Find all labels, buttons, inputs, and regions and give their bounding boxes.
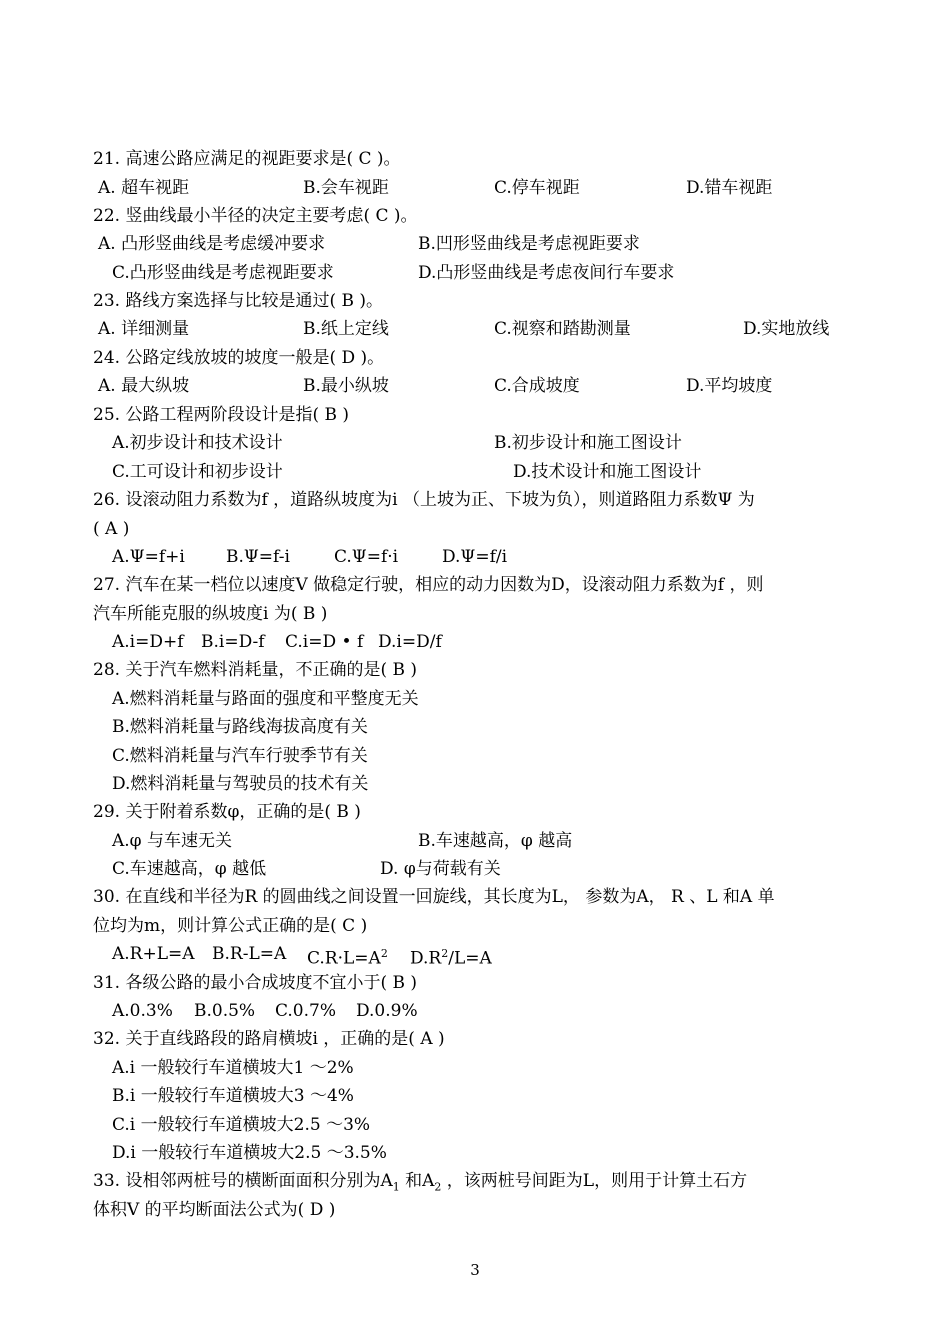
question-30-stem-line2: 位均为m，则计算公式正确的是( C ) bbox=[93, 916, 368, 936]
question-23-option-a: A. 详细测量 bbox=[98, 319, 190, 339]
question-24-option-c: C.合成坡度 bbox=[494, 376, 580, 396]
question-27-option-d: D.i=D/f bbox=[378, 632, 442, 652]
question-28-option-b: B.燃料消耗量与路线海拔高度有关 bbox=[112, 717, 368, 737]
question-32-option-d: D.i 一般较行车道横坡大2.5 ～3.5% bbox=[112, 1143, 387, 1163]
subscript-2: 2 bbox=[434, 1180, 442, 1194]
question-23-stem: 23. 路线方案选择与比较是通过( B )。 bbox=[93, 291, 384, 311]
question-21-stem: 21. 高速公路应满足的视距要求是( C )。 bbox=[93, 149, 401, 169]
question-32-option-b: B.i 一般较行车道横坡大3 ～4% bbox=[112, 1086, 354, 1106]
question-22-option-c: C.凸形竖曲线是考虑视距要求 bbox=[112, 263, 334, 283]
question-29-option-c: C.车速越高，φ 越低 bbox=[112, 859, 267, 879]
question-28-option-a: A.燃料消耗量与路面的强度和平整度无关 bbox=[112, 689, 419, 709]
question-25-option-b: B.初步设计和施工图设计 bbox=[494, 433, 682, 453]
question-29-option-d: D. φ与荷载有关 bbox=[380, 859, 501, 879]
question-27-stem-line1: 27. 汽车在某一档位以速度V 做稳定行驶，相应的动力因数为D，设滚动阻力系数为f ，则 bbox=[93, 575, 764, 595]
question-27-option-b: B.i=D-f bbox=[201, 632, 265, 652]
question-32-option-c: C.i 一般较行车道横坡大2.5 ～3% bbox=[112, 1115, 371, 1135]
question-27-option-a: A.i=D+f bbox=[112, 632, 184, 652]
question-21-option-c: C.停车视距 bbox=[494, 178, 580, 198]
question-26-option-d: D.Ψ=f/i bbox=[442, 547, 508, 567]
question-22-option-d: D.凸形竖曲线是考虑夜间行车要求 bbox=[418, 263, 675, 283]
question-26-option-b: B.Ψ=f-i bbox=[226, 547, 290, 567]
question-33-stem-line1: 33. 设相邻两桩号的横断面面积分别为$A_1$ 和$A_2$ ，该两桩号间距为L，则用于计算土石方 bbox=[93, 1171, 748, 1194]
superscript-2: 2 bbox=[380, 947, 388, 960]
question-33-stem-line2: 体积V 的平均断面法公式为( D ) bbox=[93, 1200, 336, 1220]
question-24-option-a: A. 最大纵坡 bbox=[98, 376, 190, 396]
question-25-option-d: D.技术设计和施工图设计 bbox=[513, 462, 702, 482]
question-30-option-b: B.R-L=A bbox=[212, 944, 287, 964]
question-30-option-d: $D.R^2/L=A$ bbox=[410, 947, 492, 969]
question-24-option-d: D.平均坡度 bbox=[686, 376, 773, 396]
question-25-option-a: A.初步设计和技术设计 bbox=[112, 433, 283, 453]
question-24-option-b: B.最小纵坡 bbox=[303, 376, 389, 396]
question-32-option-a: A.i 一般较行车道横坡大1 ～2% bbox=[112, 1058, 354, 1078]
question-27-option-c: C.i=D • f bbox=[285, 632, 364, 652]
question-22-stem: 22. 竖曲线最小半径的决定主要考虑( C )。 bbox=[93, 206, 418, 226]
question-28-option-c: C.燃料消耗量与汽车行驶季节有关 bbox=[112, 746, 368, 766]
question-23-option-c: C.视察和踏勘测量 bbox=[494, 319, 631, 339]
question-21-option-b: B.会车视距 bbox=[303, 178, 389, 198]
subscript-1: 1 bbox=[392, 1180, 400, 1194]
question-30-stem-line1: 30. 在直线和半径为R 的圆曲线之间设置一回旋线，其长度为L， 参数为A， R 、L 和A 单 bbox=[93, 887, 775, 907]
question-31-option-b: B.0.5% bbox=[194, 1001, 256, 1021]
question-24-stem: 24. 公路定线放坡的坡度一般是( D )。 bbox=[93, 348, 385, 368]
question-30-option-c: $C.R\cdot L=A^2$ bbox=[307, 947, 388, 969]
question-28-option-d: D.燃料消耗量与驾驶员的技术有关 bbox=[112, 774, 369, 794]
question-29-option-a: A.φ 与车速无关 bbox=[112, 831, 232, 851]
question-29-stem: 29. 关于附着系数φ，正确的是( B ) bbox=[93, 802, 361, 822]
question-31-option-d: D.0.9% bbox=[356, 1001, 418, 1021]
question-22-option-a: A. 凸形竖曲线是考虑缓冲要求 bbox=[98, 234, 326, 254]
question-28-stem: 28. 关于汽车燃料消耗量，不正确的是( B ) bbox=[93, 660, 418, 680]
question-21-option-d: D.错车视距 bbox=[686, 178, 773, 198]
question-29-option-b: B.车速越高，φ 越高 bbox=[418, 831, 573, 851]
superscript-2: 2 bbox=[441, 947, 449, 960]
question-26-option-a: A.Ψ=f+i bbox=[112, 547, 185, 567]
question-23-option-b: B.纸上定线 bbox=[303, 319, 389, 339]
question-25-option-c: C.工可设计和初步设计 bbox=[112, 462, 283, 482]
question-27-stem-line2: 汽车所能克服的纵坡度i 为( B ) bbox=[93, 604, 328, 624]
question-26-option-c: C.Ψ=f·i bbox=[334, 547, 399, 567]
question-26-stem-line2: ( A ) bbox=[93, 519, 130, 539]
question-22-option-b: B.凹形竖曲线是考虑视距要求 bbox=[418, 234, 640, 254]
page-number: 3 bbox=[470, 1261, 480, 1279]
question-30-option-a: A.R+L=A bbox=[112, 944, 195, 964]
question-21-option-a: A. 超车视距 bbox=[98, 178, 190, 198]
question-26-stem-line1: 26. 设滚动阻力系数为f ，道路纵坡度为i （上坡为正、下坡为负），则道路阻力系数Ψ 为 bbox=[93, 490, 755, 510]
question-23-option-d: D.实地放线 bbox=[743, 319, 830, 339]
question-31-option-c: C.0.7% bbox=[275, 1001, 336, 1021]
question-25-stem: 25. 公路工程两阶段设计是指( B ) bbox=[93, 405, 350, 425]
question-31-option-a: A.0.3% bbox=[112, 1001, 173, 1021]
question-32-stem: 32. 关于直线路段的路肩横坡i ，正确的是( A ) bbox=[93, 1029, 445, 1049]
question-31-stem: 31. 各级公路的最小合成坡度不宜小于( B ) bbox=[93, 973, 418, 993]
